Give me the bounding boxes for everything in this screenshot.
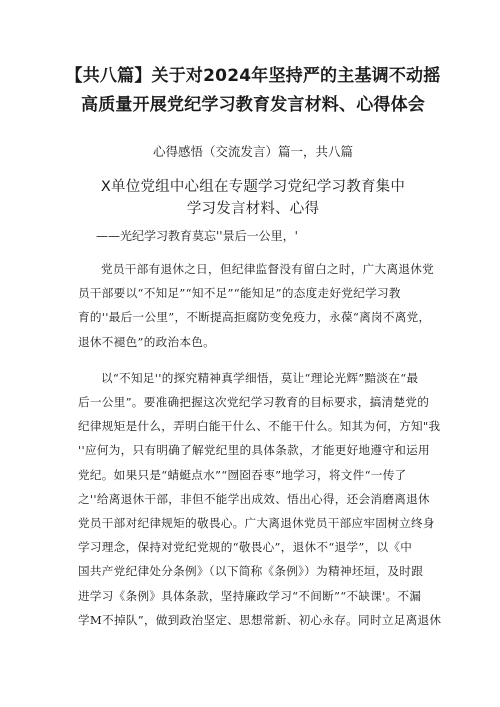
section-title-line-1: X单位党组中心组在专题学习党纪学习教育集中 xyxy=(100,179,406,195)
paragraph-line: 党员干部对纪律规矩的敬畏心。广大离退休党员干部应牢固树立终身 xyxy=(78,516,435,531)
paragraph-line: 纪律规矩是什么，弄明白能干什么、不能干什么。知其为何，方知"我 xyxy=(78,419,441,434)
paragraph-line: 学习理念，保持对党纪党规的“敬畏心”，退休不“退学”，以《中 xyxy=(78,540,413,555)
paragraph-line: 国共产党纪律处分条例》（以下简称《条例》）为精神坯垣，及时跟 xyxy=(78,564,424,579)
paragraph-line: 员干部要以“不知足”“知不足”“能知足”的态度走好党纪学习教 xyxy=(78,286,401,301)
paragraph-line: 以“不知足''的探究精神真学细悟，莫让“理论光辉”黯淡在“最 xyxy=(101,370,419,385)
paragraph-line: 育的''最后一公里”，不断提高拒腐防变免疫力，永葆“离岗不离党， xyxy=(78,310,431,325)
paragraph-line: 党纪。如果只是“蜻蜓点水”“囫囵吞枣”地学习，将文件“一传了 xyxy=(78,467,407,482)
title-line-1: 【共八篇】关于对2024年坚持严的主基调不动摇 xyxy=(65,66,441,86)
paragraph-2 xyxy=(78,366,442,632)
paragraph-line: 退休不褪色”的政治本色。 xyxy=(78,334,216,349)
epigraph: ——光纪学习教育莫忘''景后一公里，' xyxy=(96,229,298,243)
document-title xyxy=(46,62,460,120)
paragraph-line: 后一公里”。要准确把握这次党纪学习教育的目标要求，搞清楚党的 xyxy=(78,395,430,410)
subtitle: 心得感悟（交流发言）篇一，共八篇 xyxy=(152,144,353,159)
paragraph-line: 党员干部有退休之日，但纪律监督没有留白之时，广大离退休党 xyxy=(101,262,435,276)
title-line-2: 高质量开展党纪学习教育发言材料、心得体会 xyxy=(81,95,425,115)
paragraph-line: 进学习《条例》具体条款，坚持廉政学习“不间断”“不缺课'。不漏 xyxy=(78,588,422,603)
paragraph-line: 学M不掉队”，做到政治坚定、思想常新、初心永存。同时立足离退休 xyxy=(78,612,442,627)
paragraph-1 xyxy=(78,257,435,354)
section-title xyxy=(78,176,428,220)
paragraph-line: ''应何为，只有明确了解党纪里的具体条款，才能更好地遵守和运用 xyxy=(78,443,430,458)
paragraph-line: 之''给离退休干部，非但不能学出成效、悟出心得，还会消磨离退休 xyxy=(78,491,430,506)
section-title-line-2: 学习发言材料、心得 xyxy=(186,201,320,217)
